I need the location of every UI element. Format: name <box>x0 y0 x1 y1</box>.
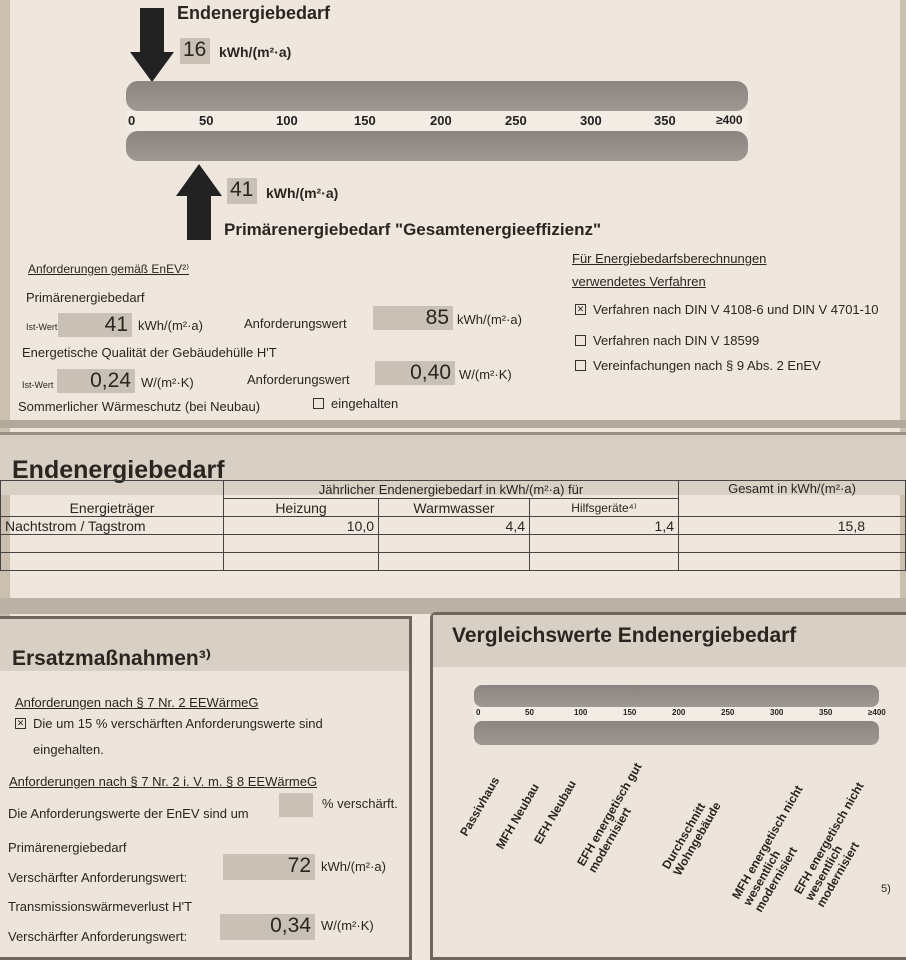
ersatz-trans-unit: W/(m²·K) <box>321 918 374 933</box>
req-envelope-ist-unit: W/(m²·K) <box>141 375 194 390</box>
compare-category-label: EFH Neubau <box>531 777 579 847</box>
scale-tick-label: 250 <box>505 113 527 128</box>
end-energy-value: 16 <box>183 38 207 61</box>
row-heating: 10,0 <box>224 517 379 535</box>
req-ist-label-2: Ist-Wert <box>22 380 54 390</box>
ersatz-req1-check-line2: eingehalten. <box>33 742 104 757</box>
ersatz-req2-text: Die Anforderungswerte der EnEV sind um <box>8 806 249 821</box>
req-envelope-anf-unit: W/(m²·K) <box>459 367 512 382</box>
summer-check-label: eingehalten <box>331 396 399 411</box>
req-envelope-anf: 0,40 <box>375 361 455 385</box>
compare-tick-label: ≥400 <box>868 708 886 717</box>
compare-tick-label: 50 <box>525 708 534 717</box>
compare-tick-label: 0 <box>476 708 481 717</box>
col-aux: Hilfsgeräte⁴⁾ <box>530 499 679 517</box>
scale-tick-label: 300 <box>580 113 602 128</box>
compare-footnote: 5) <box>881 883 891 895</box>
col-water: Warmwasser <box>379 499 530 517</box>
checkbox-checked-icon[interactable]: ✕ <box>576 304 585 315</box>
end-energy-table <box>0 480 906 571</box>
methods-title-2: verwendetes Verfahren <box>572 274 706 289</box>
energy-scale-bar-top <box>126 81 748 111</box>
primary-energy-title: Primärenergiebedarf "Gesamtenergieeffizienz" <box>224 220 602 239</box>
end-energy-unit: kWh/(m²·a) <box>219 44 292 60</box>
section-divider <box>0 420 906 428</box>
compare-tick-label: 100 <box>574 708 588 717</box>
checkbox-checked-icon[interactable]: ✕ <box>16 718 25 729</box>
scale-tick-label: 200 <box>430 113 452 128</box>
scale-tick-label: ≥400 <box>716 113 743 127</box>
req-ist-label-1: Ist-Wert <box>26 322 58 332</box>
scale-tick-label: 50 <box>199 113 214 128</box>
compare-category-label: MFH Neubau <box>493 780 542 852</box>
primary-energy-arrow <box>176 164 222 245</box>
ersatz-req1-title: Anforderungen nach § 7 Nr. 2 EEWärmeG <box>15 695 259 710</box>
method-option-2[interactable] <box>575 333 759 348</box>
method-option-2-label: Verfahren nach DIN V 18599 <box>593 333 760 348</box>
row-aux: 1,4 <box>530 517 679 535</box>
ersatz-trans-value: 0,34 <box>220 914 315 940</box>
scale-tick-label: 100 <box>276 113 298 128</box>
method-option-3[interactable] <box>575 358 821 373</box>
method-option-1[interactable] <box>575 302 878 317</box>
compare-tick-label: 300 <box>770 708 784 717</box>
energy-scale-bar-bottom <box>126 131 748 161</box>
requirements-title: Anforderungen gemäß EnEV²⁾ <box>28 262 190 276</box>
ersatz-title: Ersatzmaßnahmen³⁾ <box>12 647 211 670</box>
row-total: 15,8 <box>679 517 906 535</box>
req-primary-label: Primärenergiebedarf <box>26 290 145 305</box>
group-header: Jährlicher Endenergiebedarf in kWh/(m²·a) für <box>224 481 679 499</box>
compare-category-label: Passivhaus <box>457 774 503 839</box>
compare-tick-label: 150 <box>623 708 637 717</box>
req-primary-anf-unit: kWh/(m²·a) <box>457 312 522 327</box>
scale-tick-label: 150 <box>354 113 376 128</box>
end-energy-title: Endenergiebedarf <box>177 3 331 23</box>
ersatz-trans-label: Transmissionswärmeverlust H'T <box>8 899 193 914</box>
ersatz-sharpened-label-1: Verschärfter Anforderungswert: <box>8 870 188 885</box>
compare-tick-label: 200 <box>672 708 686 717</box>
row-water: 4,4 <box>379 517 530 535</box>
checkbox-empty-icon[interactable] <box>575 360 586 371</box>
checkbox-empty-icon[interactable] <box>575 335 586 346</box>
scale-tick-label: 350 <box>654 113 676 128</box>
primary-value: 41 <box>230 178 254 201</box>
methods-title-1: Für Energiebedarfsberechnungen <box>572 251 767 266</box>
ersatz-req2-title: Anforderungen nach § 7 Nr. 2 i. V. m. § 8 EEWärmeG <box>9 774 318 789</box>
ersatz-primary-value: 72 <box>223 854 315 880</box>
compare-category-label: EFH energetisch nicht wesentlich modernisiert <box>791 779 867 910</box>
ersatz-primary-unit: kWh/(m²·a) <box>321 859 386 874</box>
req-primary-ist-unit: kWh/(m²·a) <box>138 318 203 333</box>
ersatz-req1-check[interactable] <box>15 716 323 731</box>
table-row <box>1 553 906 571</box>
compare-tick-label: 250 <box>721 708 735 717</box>
ersatz-req2-percent-box <box>279 793 313 817</box>
compare-title: Vergleichswerte Endenergiebedarf <box>452 624 797 647</box>
col-total: Gesamt in kWh/(m²·a) <box>679 481 906 517</box>
compare-scale-bar-bottom <box>474 721 879 745</box>
req-primary-anf: 85 <box>373 306 453 330</box>
req-envelope-label: Energetische Qualität der Gebäudehülle H'T <box>22 345 277 360</box>
method-option-3-label: Vereinfachungen nach § 9 Abs. 2 EnEV <box>593 358 821 373</box>
primary-unit: kWh/(m²·a) <box>266 185 339 201</box>
compare-category-label: EFH energetisch gut modernisiert <box>574 760 645 875</box>
req-anf-label-1: Anforderungswert <box>244 316 347 331</box>
compare-scale-bar-top <box>474 685 879 707</box>
req-anf-label-2: Anforderungswert <box>247 372 350 387</box>
req-envelope-ist: 0,24 <box>57 369 135 393</box>
ersatz-req2-suffix: % verschärft. <box>322 796 398 811</box>
ersatz-req1-check-text: Die um 15 % verschärften Anforderungswerte sind <box>33 716 323 731</box>
req-summer-label: Sommerlicher Wärmeschutz (bei Neubau) <box>18 399 261 414</box>
req-primary-ist: 41 <box>58 313 132 337</box>
req-summer-check[interactable] <box>313 396 398 411</box>
end-table-title: Endenergiebedarf <box>12 456 225 484</box>
table-row <box>1 517 906 535</box>
row-carrier: Nachtstrom / Tagstrom <box>1 517 224 535</box>
col-heating: Heizung <box>224 499 379 517</box>
scale-tick-label: 0 <box>128 113 136 128</box>
compare-category-label: Durchschnitt Wohngebäude <box>659 799 724 878</box>
compare-category-label: MFH energetisch nicht wesentlich modernisiert <box>729 783 806 915</box>
method-option-1-label: Verfahren nach DIN V 4108-6 und DIN V 4701-10 <box>593 302 879 317</box>
ersatz-sharpened-label-2: Verschärfter Anforderungswert: <box>8 929 188 944</box>
col-carrier: Energieträger <box>1 481 224 517</box>
compare-tick-label: 350 <box>819 708 833 717</box>
table-row <box>1 535 906 553</box>
end-energy-arrow <box>130 8 174 87</box>
checkbox-empty-icon[interactable] <box>313 398 324 409</box>
ersatz-primary-label: Primärenergiebedarf <box>8 840 127 855</box>
